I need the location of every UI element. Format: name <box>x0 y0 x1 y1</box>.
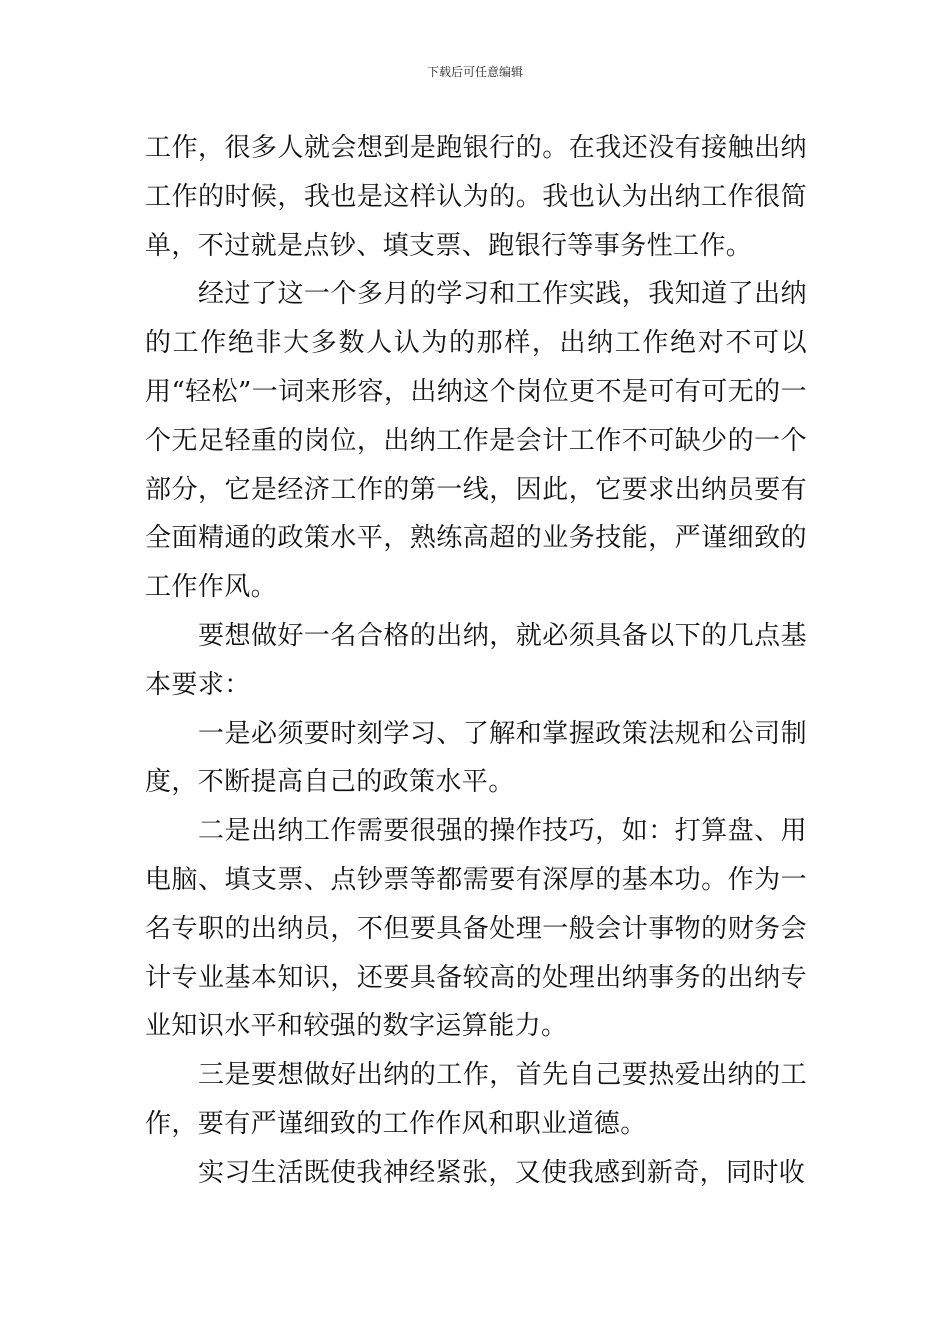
paragraph: 三是要想做好出纳的工作，首先自己要热爱出纳的工作，要有严谨细致的工作作风和职业道德。 <box>145 1060 807 1139</box>
paragraph: 要想做好一名合格的出纳，就必须具备以下的几点基本要求： <box>145 620 807 700</box>
paragraph: 经过了这一个多月的学习和工作实践，我知道了出纳的工作绝非大多数人认为的那样，出纳工作绝对不可以用“轻松”一词来形容，出纳这个岗位更不是可有可无的一个无足轻重的岗位，出纳工作是会计工作不可缺少的一个部分，它是经济工作的第一线，因此，它要求出纳员要有全面精通的政策水平，熟练高超的业务技能，严谨细致的工作作风。 <box>145 279 807 603</box>
paragraph: 工作，很多人就会想到是跑银行的。在我还没有接触出纳工作的时候，我也是这样认为的。我也认为出纳工作很简单，不过就是点钞、填支票、跑银行等事务性工作。 <box>145 133 807 261</box>
document-body <box>145 124 807 1198</box>
paragraph: 实习生活既使我神经紧张，又使我感到新奇，同时收 <box>198 1157 806 1188</box>
page-header: 下载后可任意编辑 <box>426 65 523 79</box>
paragraph: 一是必须要时刻学习、了解和掌握政策法规和公司制度，不断提高自己的政策水平。 <box>145 718 807 798</box>
paragraph: 二是出纳工作需要很强的操作技巧，如：打算盘、用电脑、填支票、点钞票等都需要有深厚的基本功。作为一名专职的出纳员，不但要具备处理一般会计事物的财务会计专业基本知识，还要具备较高的处理出纳事务的出纳专业知识水平和较强的数字运算能力。 <box>145 816 807 1042</box>
